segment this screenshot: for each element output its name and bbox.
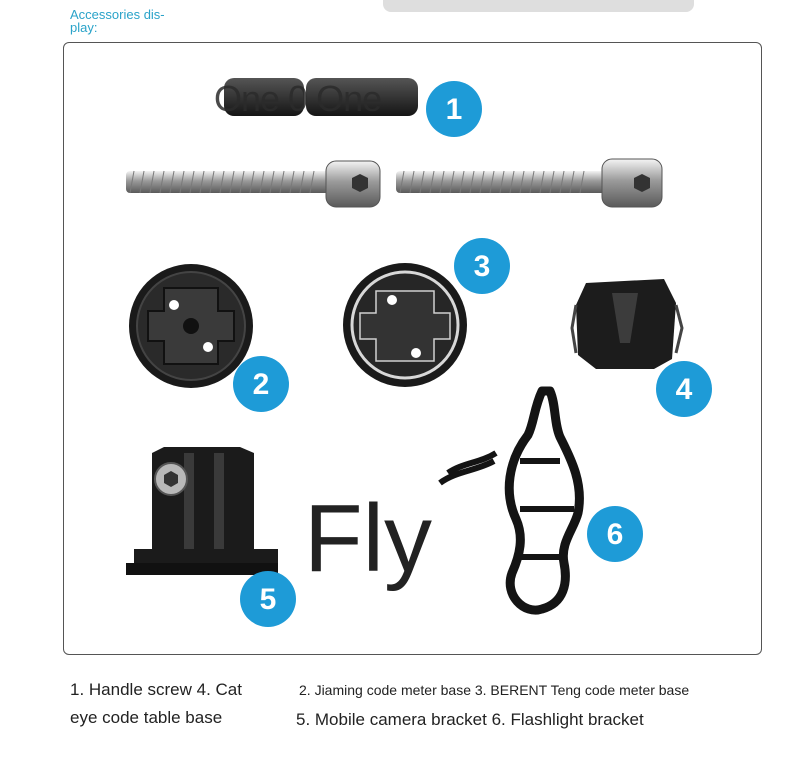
handle-screw-left [126, 161, 380, 207]
badge-1-number: 1 [445, 93, 463, 126]
caption-camera-flashlight: 5. Mobile camera bracket 6. Flashlight bracket [296, 710, 644, 729]
cat-eye-table-base [572, 279, 682, 369]
bracket-strap [440, 453, 496, 483]
jiaming-meter-base [129, 264, 253, 388]
watermark-one-zero-one: One 0 One [214, 78, 382, 119]
badge-5 [240, 571, 296, 627]
accessories-display-frame [63, 42, 762, 655]
caption-meter-bases: 2. Jiaming code meter base 3. BERENT Teng code meter base [299, 682, 690, 698]
badge-4 [656, 361, 712, 417]
badge-1 [426, 81, 482, 137]
badge-6-number: 6 [606, 518, 624, 551]
badge-5-number: 5 [259, 583, 277, 616]
flashlight-bracket [509, 391, 579, 610]
berent-meter-base [343, 263, 467, 387]
handle-screw-right [396, 159, 662, 207]
caption-handle-screw-cat-eye: 1. Handle screw 4. Cat eye code table base [70, 680, 242, 727]
badge-2 [233, 356, 289, 412]
badge-6 [587, 506, 643, 562]
watermark-fly: Fly [304, 485, 432, 592]
badge-3-number: 3 [473, 250, 491, 283]
badge-4-number: 4 [675, 373, 693, 406]
top-banner-bar [383, 0, 694, 12]
accessories-label: Accessories dis-play: [70, 7, 165, 35]
badge-3 [454, 238, 510, 294]
badge-2-number: 2 [252, 368, 270, 401]
mobile-camera-bracket [126, 447, 278, 575]
